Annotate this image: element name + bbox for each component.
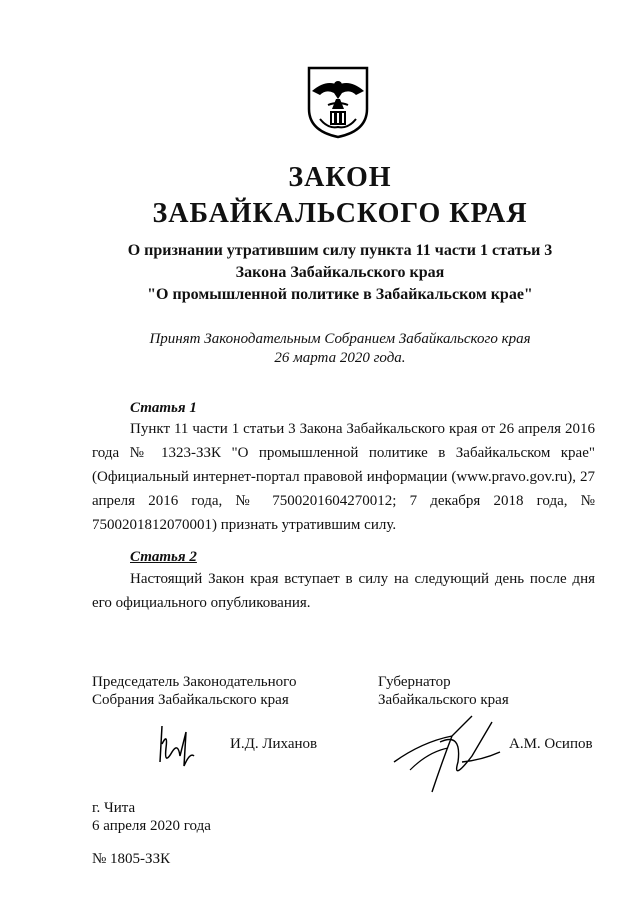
article-1-heading: Статья 1 bbox=[130, 400, 197, 416]
chair-title bbox=[92, 673, 296, 709]
coat-of-arms-icon bbox=[306, 65, 370, 139]
governor-signature-icon bbox=[392, 712, 502, 800]
law-number: № 1805-ЗЗК bbox=[92, 851, 171, 867]
governor-title-line: Губернатор bbox=[378, 674, 451, 690]
article-2-text: Настоящий Закон края вступает в силу на следующий день после дня его официального опубликования. bbox=[92, 571, 595, 611]
adoption-line: Принят Законодательным Собранием Забайкальского края bbox=[149, 331, 531, 347]
governor-title bbox=[378, 673, 509, 709]
subtitle-line: "О промышленной политике в Забайкальском крае" bbox=[147, 286, 533, 303]
governor-name: А.М. Осипов bbox=[509, 736, 593, 752]
signing-date: 6 апреля 2020 года bbox=[92, 818, 211, 834]
subtitle-line: О признании утратившим силу пункта 11 части 1 статьи 3 bbox=[127, 242, 553, 259]
chair-signature-icon bbox=[150, 722, 198, 772]
chair-title-line: Председатель Законодательного bbox=[92, 674, 297, 690]
adoption-date: 26 марта 2020 года. bbox=[274, 350, 406, 366]
city: г. Чита bbox=[92, 800, 136, 816]
region-title: ЗАБАЙКАЛЬСКОГО КРАЯ bbox=[152, 198, 528, 229]
subtitle-line: Закона Забайкальского края bbox=[235, 264, 445, 281]
document-type-title: ЗАКОН bbox=[288, 162, 392, 193]
chair-title-line: Собрания Забайкальского края bbox=[92, 692, 289, 708]
governor-title-line: Забайкальского края bbox=[378, 692, 509, 708]
article-1-text: Пункт 11 части 1 статьи 3 Закона Забайкальского края от 26 апреля 2016 года № 1323-ЗЗК "О промышленной политике в Забайкальском крае" (Официальный интернет-портал правовой информации (www.pravo.gov.ru), 27 апреля 2016 года, № 7500201604270012; 7 декабря 2018 года, № 7500201812070001) признать утратившим силу. bbox=[92, 421, 595, 533]
chair-name: И.Д. Лиханов bbox=[230, 736, 318, 752]
article-2-heading: Статья 2 bbox=[130, 549, 197, 565]
